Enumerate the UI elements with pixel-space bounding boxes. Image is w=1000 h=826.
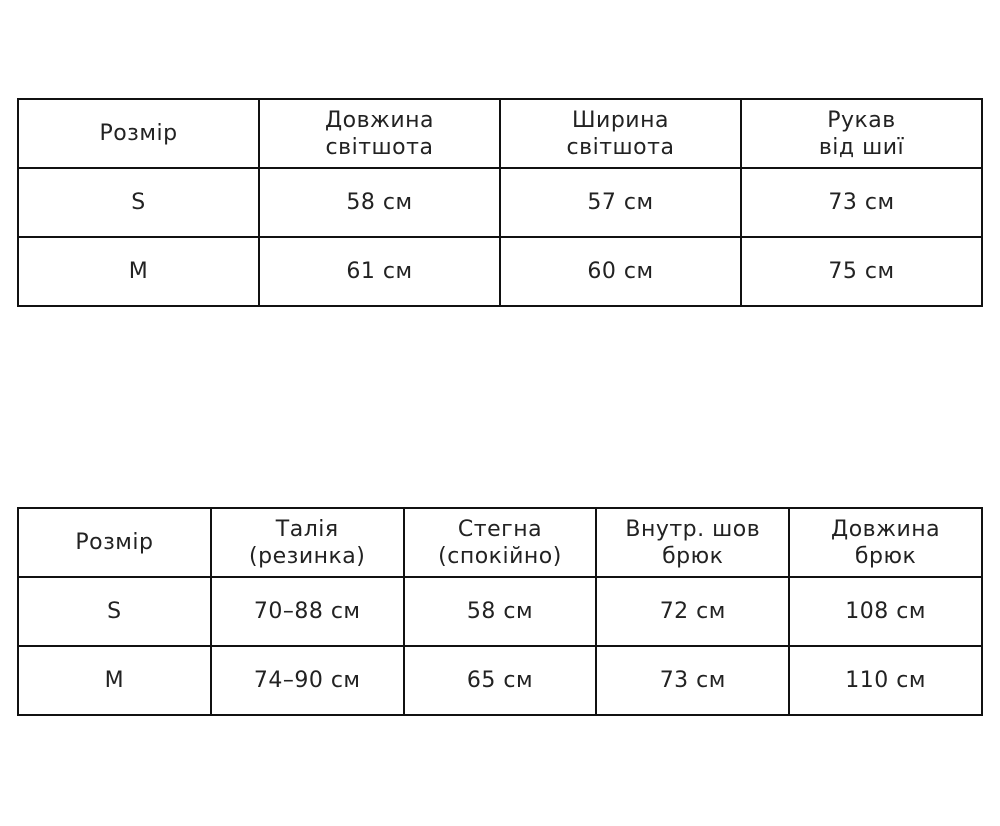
header-label: світшота xyxy=(566,134,675,160)
table-row xyxy=(18,646,982,715)
table-cell: 57 см xyxy=(500,168,741,237)
header-width xyxy=(500,99,741,168)
table-cell: 72 см xyxy=(596,577,789,646)
table-cell: 58 см xyxy=(259,168,500,237)
header-label: Розмір xyxy=(75,530,154,555)
table-cell: M xyxy=(18,237,259,306)
header-label: (спокійно) xyxy=(438,543,562,569)
header-pants-length xyxy=(789,508,982,577)
table-cell: S xyxy=(18,168,259,237)
header-label: Довжина xyxy=(831,516,941,542)
table-cell: 108 см xyxy=(789,577,982,646)
header-label: світшота xyxy=(325,134,434,160)
header-waist xyxy=(211,508,404,577)
header-label: (резинка) xyxy=(249,543,366,569)
table-cell: M xyxy=(18,646,211,715)
table-header-row xyxy=(18,508,982,577)
table-header-row xyxy=(18,99,982,168)
table-cell: 61 см xyxy=(259,237,500,306)
header-label: Довжина xyxy=(324,107,435,133)
header-label: Внутр. шов xyxy=(625,516,761,542)
table-cell: 110 см xyxy=(789,646,982,715)
header-label: брюк xyxy=(854,543,917,569)
header-hips xyxy=(404,508,597,577)
header-label: Талія xyxy=(275,516,339,542)
header-label: Розмір xyxy=(99,121,178,146)
header-size xyxy=(18,508,211,577)
table-cell: 75 см xyxy=(741,237,982,306)
header-inseam xyxy=(596,508,789,577)
header-sleeve xyxy=(741,99,982,168)
table-cell: 65 см xyxy=(404,646,597,715)
table-cell: 73 см xyxy=(596,646,789,715)
header-label: від шиї xyxy=(818,134,905,160)
sweatshirt-size-table xyxy=(17,98,983,307)
table-cell: S xyxy=(18,577,211,646)
header-label: Стегна xyxy=(457,516,543,542)
table-cell: 73 см xyxy=(741,168,982,237)
table-row xyxy=(18,237,982,306)
table-cell: 60 см xyxy=(500,237,741,306)
pants-size-table xyxy=(17,507,983,716)
table-cell: 70–88 см xyxy=(211,577,404,646)
header-label: брюк xyxy=(662,543,724,569)
table-cell: 74–90 см xyxy=(211,646,404,715)
header-label: Ширина xyxy=(572,107,669,133)
header-length xyxy=(259,99,500,168)
table-row xyxy=(18,577,982,646)
header-size xyxy=(18,99,259,168)
table-row xyxy=(18,168,982,237)
table-cell: 58 см xyxy=(404,577,597,646)
header-label: Рукав xyxy=(827,107,896,133)
